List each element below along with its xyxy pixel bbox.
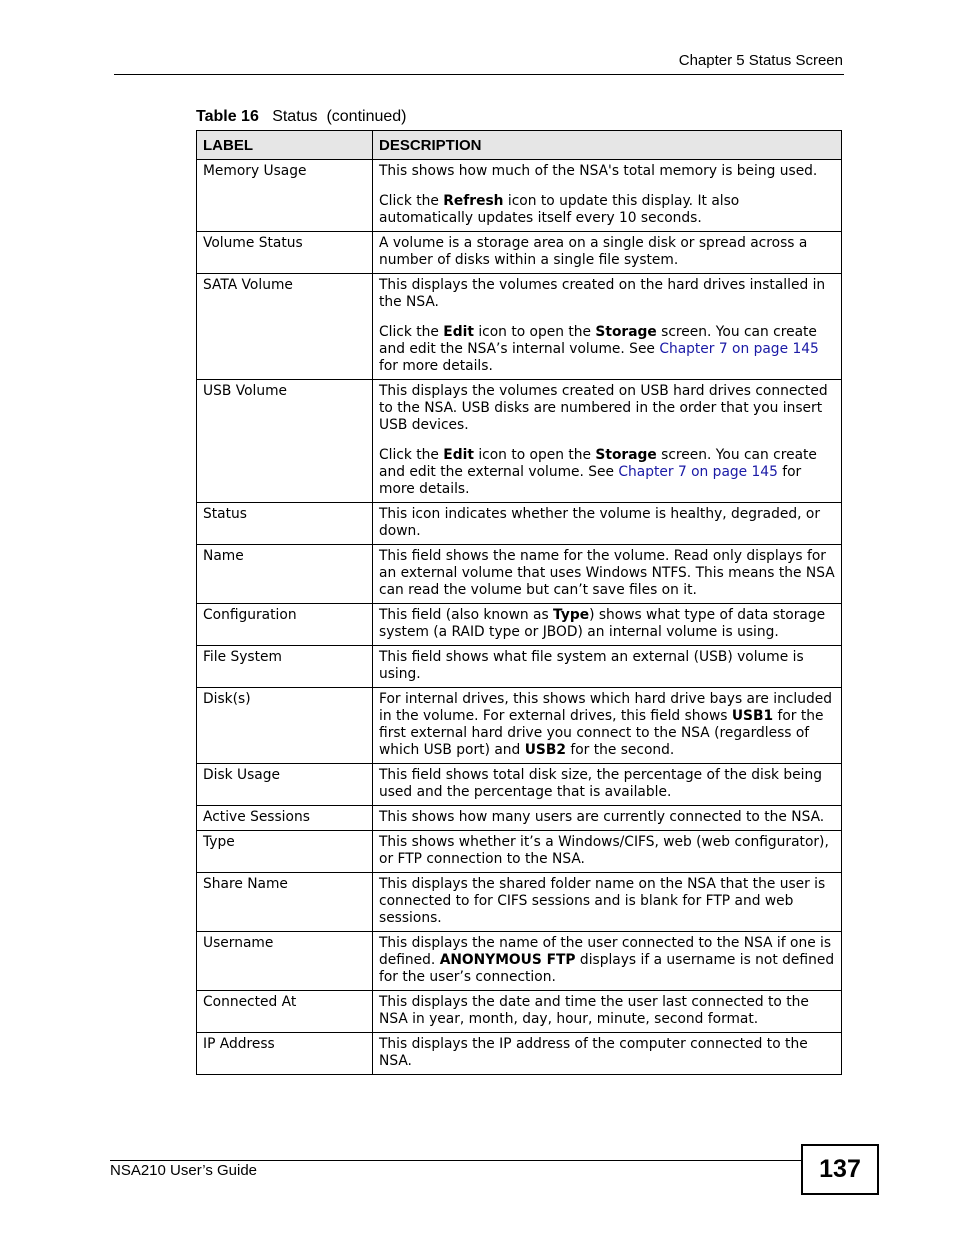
table-row [197, 646, 842, 688]
status-table [196, 130, 842, 1075]
description-text: This field shows what file system an external (USB) volume is using. [379, 649, 804, 682]
table-row [197, 806, 842, 831]
description-text: icon to open the [473, 324, 596, 340]
row-description [373, 160, 842, 232]
table-title: Status (continued) [272, 108, 407, 125]
description-text: This displays the shared folder name on the NSA that the user is connected to for CIFS sessions and is blank for FTP and web sessions. [379, 876, 826, 926]
description-text: This displays the name of the user connected to the NSA if one is defined. [379, 935, 832, 968]
description-paragraph [379, 994, 835, 1028]
page-number: 137 [801, 1144, 879, 1195]
table-row [197, 831, 842, 873]
emphasis-text: Type [553, 607, 590, 623]
row-description [373, 274, 842, 380]
description-paragraph [379, 383, 835, 434]
description-paragraph [379, 447, 835, 498]
description-text: This displays the IP address of the computer connected to the NSA. [379, 1036, 808, 1069]
chapter-header: Chapter 5 Status Screen [678, 52, 843, 69]
row-description [373, 380, 842, 503]
table-row [197, 545, 842, 604]
row-description [373, 604, 842, 646]
description-text: icon to update this display. It also automatically updates itself every 10 seconds. [379, 193, 740, 226]
description-text: Click the [379, 447, 444, 463]
table-row [197, 932, 842, 991]
description-paragraph [379, 324, 835, 375]
row-label: Disk Usage [197, 764, 373, 806]
description-paragraph [379, 767, 835, 801]
row-label: Disk(s) [197, 688, 373, 764]
row-label: Volume Status [197, 232, 373, 274]
table-row [197, 873, 842, 932]
description-paragraph [379, 876, 835, 927]
row-description [373, 232, 842, 274]
table-row [197, 991, 842, 1033]
description-text: A volume is a storage area on a single disk or spread across a number of disks within a single file system. [379, 235, 808, 268]
description-text: Click the [379, 324, 444, 340]
description-text: This icon indicates whether the volume is healthy, degraded, or down. [379, 506, 821, 539]
footer-guide-title: NSA210 User’s Guide [110, 1162, 258, 1179]
description-text: for more details. [379, 464, 802, 497]
row-label: Configuration [197, 604, 373, 646]
description-text: This displays the volumes created on USB hard drives connected to the NSA. USB disks are numbered in the order that you insert USB devices. [379, 383, 828, 433]
emphasis-text: Edit [443, 447, 474, 463]
table-header-row [197, 131, 842, 160]
description-text: This shows how many users are currently connected to the NSA. [379, 809, 825, 825]
row-label: Username [197, 932, 373, 991]
row-label: USB Volume [197, 380, 373, 503]
description-text: This shows how much of the NSA's total memory is being used. [379, 163, 818, 179]
description-text: This field shows the name for the volume. Read only displays for an external volume that uses Windows NTFS. This means the NSA can read the volume but can’t save files on it. [379, 548, 835, 598]
description-paragraph [379, 649, 835, 683]
table-row [197, 688, 842, 764]
row-description [373, 688, 842, 764]
description-text: This shows whether it’s a Windows/CIFS, web (web configurator), or FTP connection to the NSA. [379, 834, 829, 867]
emphasis-text: Storage [595, 447, 657, 463]
description-text: displays if a username is not defined for the user’s connection. [379, 952, 835, 985]
table-row [197, 380, 842, 503]
cross-reference-link[interactable]: Chapter 7 on page 145 [659, 341, 819, 357]
row-label: Type [197, 831, 373, 873]
table-row [197, 160, 842, 232]
table-row [197, 503, 842, 545]
row-description [373, 764, 842, 806]
emphasis-text: Edit [443, 324, 474, 340]
description-paragraph [379, 809, 835, 826]
table-row [197, 764, 842, 806]
row-label: Connected At [197, 991, 373, 1033]
description-paragraph [379, 163, 835, 180]
row-label: Active Sessions [197, 806, 373, 831]
row-description [373, 646, 842, 688]
cross-reference-link[interactable]: Chapter 7 on page 145 [618, 464, 778, 480]
row-label: SATA Volume [197, 274, 373, 380]
description-paragraph [379, 935, 835, 986]
emphasis-text: Storage [595, 324, 657, 340]
description-text: icon to open the [473, 447, 596, 463]
description-paragraph [379, 691, 835, 759]
emphasis-text: USB1 [731, 708, 774, 724]
emphasis-text: USB2 [524, 742, 566, 758]
description-paragraph [379, 834, 835, 868]
description-paragraph [379, 277, 835, 311]
description-text: ) shows what type of data storage system (a RAID type or JBOD) an internal volume is using. [379, 607, 826, 640]
row-description [373, 1033, 842, 1075]
description-text: This displays the volumes created on the hard drives installed in the NSA. [379, 277, 826, 310]
table-number: Table 16 [196, 108, 259, 125]
emphasis-text: ANONYMOUS FTP [439, 952, 576, 968]
table-row [197, 604, 842, 646]
description-text: This displays the date and time the user last connected to the NSA in year, month, day, hour, minute, second format. [379, 994, 809, 1027]
row-description [373, 545, 842, 604]
row-description [373, 806, 842, 831]
description-text: for more details. [379, 358, 493, 374]
footer-rule [110, 1160, 802, 1161]
row-description [373, 991, 842, 1033]
label-column-header: LABEL [197, 131, 373, 160]
row-label: Memory Usage [197, 160, 373, 232]
table-row [197, 1033, 842, 1075]
row-label: Status [197, 503, 373, 545]
description-paragraph [379, 506, 835, 540]
header-rule [114, 74, 844, 75]
table-row [197, 274, 842, 380]
table-caption [196, 108, 406, 126]
emphasis-text: Refresh [443, 193, 504, 209]
description-paragraph [379, 1036, 835, 1070]
description-text: Click the [379, 193, 444, 209]
description-paragraph [379, 235, 835, 269]
description-text: This field shows total disk size, the percentage of the disk being used and the percentage that is available. [379, 767, 822, 800]
row-description [373, 932, 842, 991]
description-text: for the first external hard drive you connect to the NSA (regardless of which USB port) and [379, 708, 824, 758]
description-text: for the second. [565, 742, 675, 758]
table-row [197, 232, 842, 274]
row-label: Name [197, 545, 373, 604]
description-text: This field (also known as [379, 607, 554, 623]
row-description [373, 873, 842, 932]
row-label: IP Address [197, 1033, 373, 1075]
description-paragraph [379, 548, 835, 599]
description-paragraph [379, 193, 835, 227]
description-text: screen. You can create and edit the NSA’s internal volume. See [379, 324, 817, 357]
row-description [373, 503, 842, 545]
row-label: Share Name [197, 873, 373, 932]
description-text: screen. You can create and edit the external volume. See [379, 447, 817, 480]
table-body [197, 160, 842, 1075]
description-column-header: DESCRIPTION [373, 131, 842, 160]
description-text: For internal drives, this shows which hard drive bays are included in the volume. For external drives, this field shows [379, 691, 832, 724]
row-description [373, 831, 842, 873]
description-paragraph [379, 607, 835, 641]
row-label: File System [197, 646, 373, 688]
